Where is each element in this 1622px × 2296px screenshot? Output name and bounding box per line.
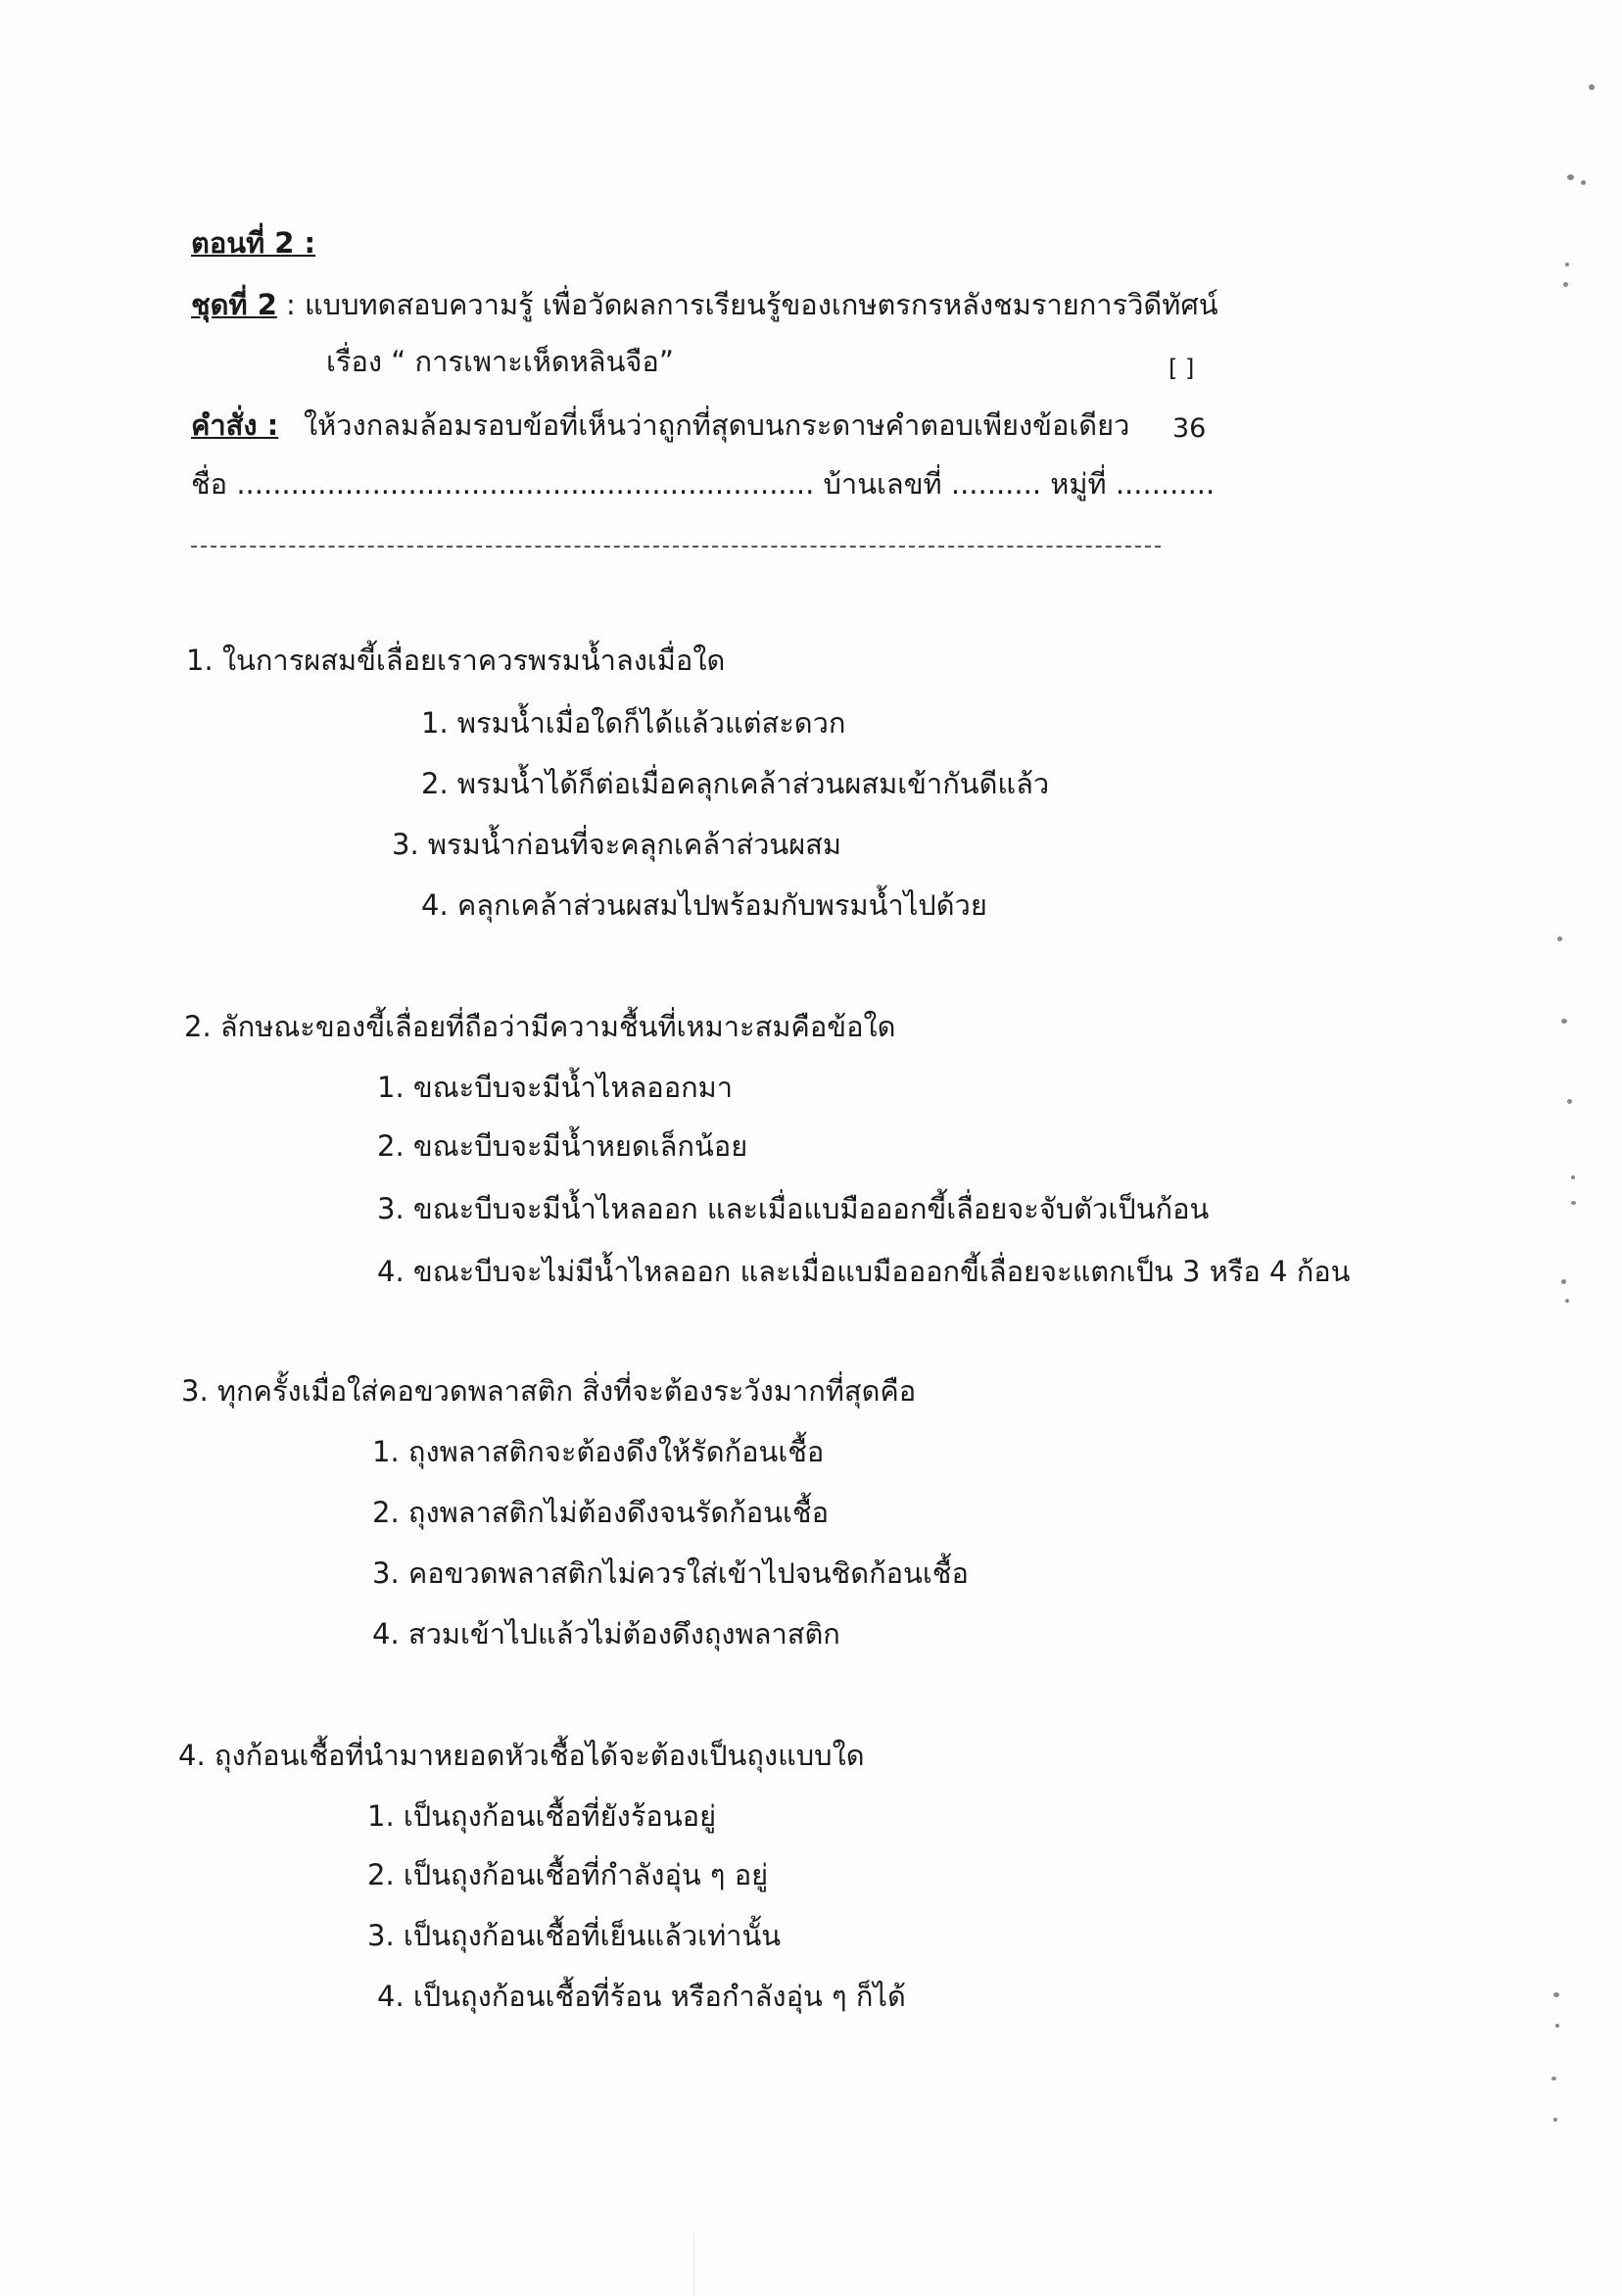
question-1-option-2: 2. พรมน้ำได้ก็ต่อเมื่อคลุกเคล้าส่วนผสมเข้ากันดีแล้ว xyxy=(421,767,1050,800)
instruction-label: คำสั่ง : xyxy=(191,408,279,442)
scan-speck xyxy=(1551,2077,1556,2081)
scan-speck xyxy=(1567,1099,1572,1104)
question-1-option-3: 3. พรมน้ำก่อนที่จะคลุกเคล้าส่วนผสม xyxy=(392,828,842,861)
scan-speck xyxy=(1565,263,1569,266)
section-label: ตอนที่ 2 : xyxy=(191,226,316,260)
question-3-option-4: 4. สวมเข้าไปแล้วไม่ต้องดึงถุงพลาสติก xyxy=(372,1617,840,1650)
separator-line xyxy=(191,546,1161,548)
instruction-text: ให้วงกลมล้อมรอบข้อที่เห็นว่าถูกที่สุดบนกระดาษคำตอบเพียงข้อเดียว xyxy=(304,408,1130,442)
name-line: ชื่อ ................................................................ บ้านเลขที่ .......... หมู่ที่ ........... xyxy=(191,467,1216,501)
question-1-option-1: 1. พรมน้ำเมื่อใดก็ได้แล้วแต่สะดวก xyxy=(421,706,846,740)
scan-speck xyxy=(1567,174,1574,180)
topic-title: เรื่อง “ การเพาะเห็ดหลินจือ” xyxy=(326,345,674,378)
page-number: 36 xyxy=(1172,413,1207,444)
question-1-option-4: 4. คลุกเคล้าส่วนผสมไปพร้อมกับพรมน้ำไปด้วย xyxy=(421,888,987,922)
question-4: 4. ถุงก้อนเชื้อที่นำมาหยอดหัวเชื้อได้จะต้องเป็นถุงแบบใด xyxy=(178,1739,865,1772)
question-3: 3. ทุกครั้งเมื่อใส่คอขวดพลาสติก สิ่งที่จะต้องระวังมากที่สุดคือ xyxy=(181,1374,917,1408)
scan-speck xyxy=(1553,2118,1557,2122)
scan-speck xyxy=(1555,2024,1559,2028)
question-2-option-2: 2. ขณะบีบจะมีน้ำหยดเล็กน้อย xyxy=(377,1129,748,1163)
question-4-option-2: 2. เป็นถุงก้อนเชื้อที่กำลังอุ่น ๆ อยู่ xyxy=(367,1858,769,1891)
scan-speck xyxy=(1571,1201,1576,1205)
question-2-option-1: 1. ขณะบีบจะมีน้ำไหลออกมา xyxy=(377,1071,734,1104)
answer-bracket: [ ] xyxy=(1169,355,1195,382)
scan-speck xyxy=(1581,180,1586,185)
question-3-option-2: 2. ถุงพลาสติกไม่ต้องดึงจนรัดก้อนเชื้อ xyxy=(372,1496,830,1529)
question-3-option-1: 1. ถุงพลาสติกจะต้องดึงให้รัดก้อนเชื้อ xyxy=(372,1435,825,1468)
set-description: : แบบทดสอบความรู้ เพื่อวัดผลการเรียนรู้ของเกษตรกรหลังชมรายการวิดีทัศน์ xyxy=(286,288,1218,321)
question-2-option-4: 4. ขณะบีบจะไม่มีน้ำไหลออก และเมื่อแบมือออกขี้เลื่อยจะแตกเป็น 3 หรือ 4 ก้อน xyxy=(377,1255,1351,1288)
question-2: 2. ลักษณะของขี้เลื่อยที่ถือว่ามีความชื้นที่เหมาะสมคือข้อใด xyxy=(184,1010,896,1043)
question-4-option-1: 1. เป็นถุงก้อนเชื้อที่ยังร้อนอยู่ xyxy=(367,1799,717,1833)
question-3-option-3: 3. คอขวดพลาสติกไม่ควรใส่เข้าไปจนชิดก้อนเชื้อ xyxy=(372,1556,969,1590)
question-1: 1. ในการผสมขี้เลื่อยเราควรพรมน้ำลงเมื่อใด xyxy=(186,644,726,677)
scan-speck xyxy=(1565,1299,1569,1303)
scan-speck xyxy=(1557,936,1562,941)
scan-speck xyxy=(1561,1019,1567,1024)
set-label: ชุดที่ 2 xyxy=(191,288,277,321)
scan-fold-line xyxy=(693,2231,694,2296)
question-2-option-3: 3. ขณะบีบจะมีน้ำไหลออก และเมื่อแบมือออกขี้เลื่อยจะจับตัวเป็นก้อน xyxy=(377,1192,1210,1225)
question-4-option-4: 4. เป็นถุงก้อนเชื้อที่ร้อน หรือกำลังอุ่น ๆ ก็ได้ xyxy=(377,1980,906,2013)
question-4-option-3: 3. เป็นถุงก้อนเชื้อที่เย็นแล้วเท่านั้น xyxy=(367,1919,782,1952)
scan-speck xyxy=(1563,282,1568,287)
scan-speck xyxy=(1553,1992,1559,1997)
scan-speck xyxy=(1589,84,1595,90)
scan-speck xyxy=(1571,1175,1575,1179)
scan-speck xyxy=(1561,1279,1566,1284)
